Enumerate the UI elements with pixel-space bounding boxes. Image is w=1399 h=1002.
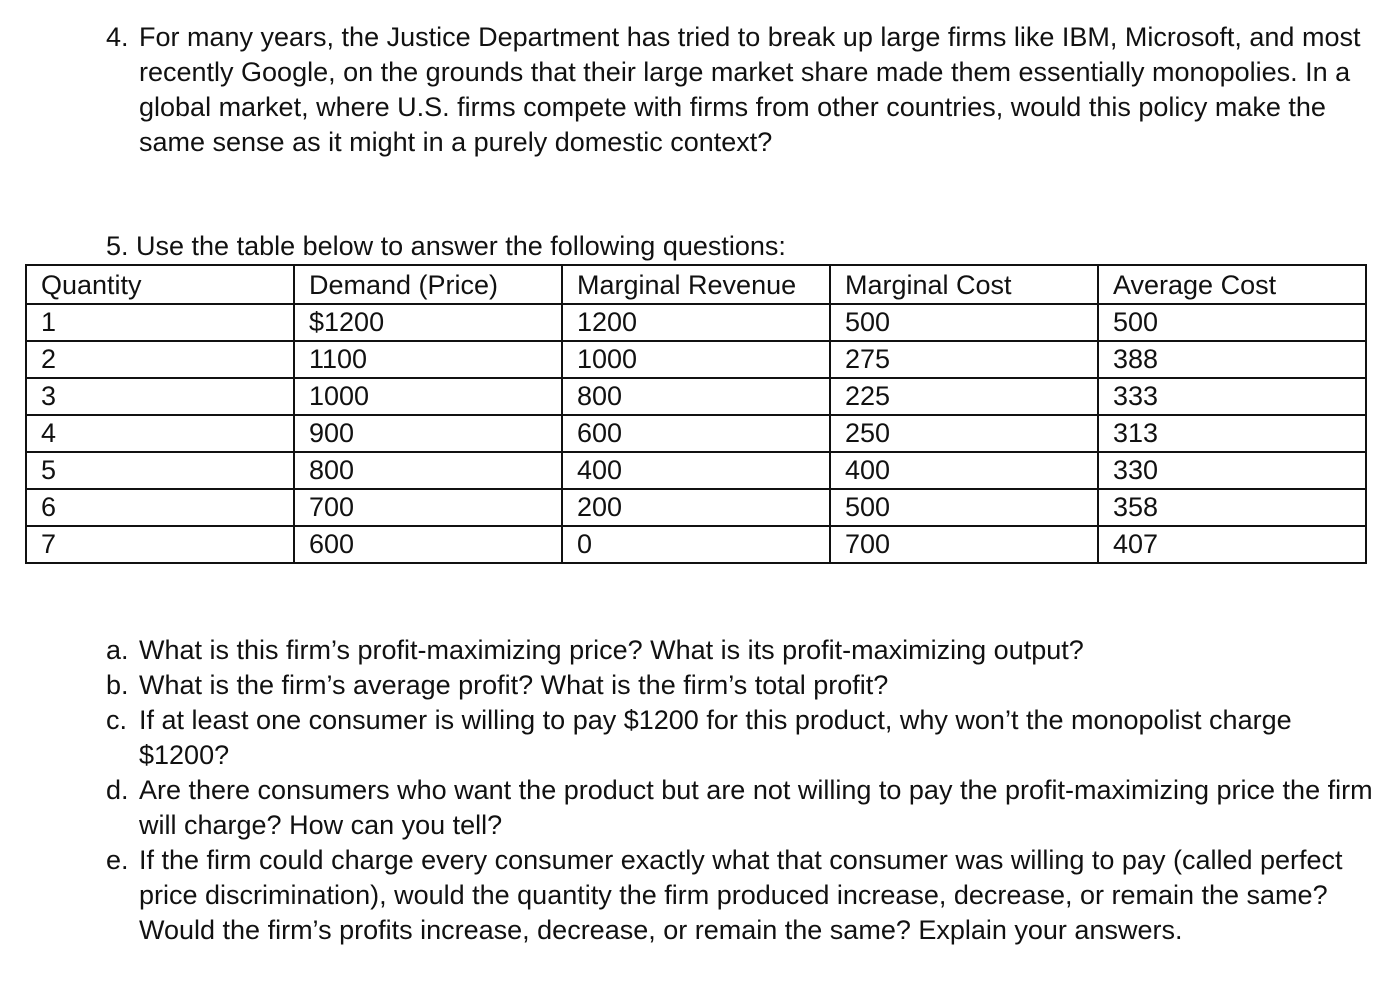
subquestion-text: What is this firm’s profit-maximizing price? What is its profit-maximizing output? [139, 635, 1084, 665]
table-cell: 333 [1098, 378, 1366, 415]
table-cell: 600 [562, 415, 830, 452]
table-cell: 5 [26, 452, 294, 489]
table-cell: 4 [26, 415, 294, 452]
table-cell: 330 [1098, 452, 1366, 489]
table-cell: 800 [562, 378, 830, 415]
table-cell: 800 [294, 452, 562, 489]
table-cell: 1 [26, 304, 294, 341]
table-cell: 1100 [294, 341, 562, 378]
question-5-intro: 5. Use the table below to answer the following questions: [106, 231, 786, 261]
table-cell: 0 [562, 526, 830, 563]
table-cell: 358 [1098, 489, 1366, 526]
table-cell: 2 [26, 341, 294, 378]
table-row [26, 304, 1366, 341]
subquestion-e [106, 843, 1376, 948]
table-cell: 200 [562, 489, 830, 526]
table-cell: 700 [294, 489, 562, 526]
table-row [26, 452, 1366, 489]
table-cell: 400 [562, 452, 830, 489]
table-cell: 1000 [562, 341, 830, 378]
table-cell: 313 [1098, 415, 1366, 452]
table-cell: $1200 [294, 304, 562, 341]
subquestion-text: If the firm could charge every consumer exactly what that consumer was willing to pay (called perfect price discrimination), would the quantity the firm produced increase, decrease, or remain the same? Would the firm’s profits increase, decrease, or remain the same? Explain your answers. [139, 845, 1343, 945]
table-cell: 400 [830, 452, 1098, 489]
table-cell: 407 [1098, 526, 1366, 563]
header-demand-price: Demand (Price) [294, 265, 562, 304]
table-row [26, 489, 1366, 526]
table-cell: 7 [26, 526, 294, 563]
table-cell: 1200 [562, 304, 830, 341]
table-cell: 225 [830, 378, 1098, 415]
table-row [26, 415, 1366, 452]
table-cell: 500 [1098, 304, 1366, 341]
table-row [26, 378, 1366, 415]
question-4-item [106, 20, 1386, 160]
subquestion-label: c. [106, 705, 128, 735]
question-4-number: 4. [106, 22, 129, 52]
table-cell: 6 [26, 489, 294, 526]
question-4-text: For many years, the Justice Department has tried to break up large firms like IBM, Microsoft, and most recently Google, on the grounds that their large market share made them essentially monopolies. In a global market, where U.S. firms compete with firms from other countries, would this policy make the same sense as it might in a purely domestic context? [139, 22, 1361, 157]
subquestion-text: If at least one consumer is willing to pay $1200 for this product, why won’t the monopolist charge $1200? [139, 705, 1292, 770]
question-5-subquestions [106, 633, 1376, 948]
table-cell: 250 [830, 415, 1098, 452]
table-cell: 388 [1098, 341, 1366, 378]
table-cell: 600 [294, 526, 562, 563]
subquestion-label: a. [106, 635, 129, 665]
table-row [26, 341, 1366, 378]
subquestion-a [106, 633, 1376, 668]
table-cell: 1000 [294, 378, 562, 415]
subquestion-b [106, 668, 1376, 703]
table-cell: 500 [830, 304, 1098, 341]
header-average-cost: Average Cost [1098, 265, 1366, 304]
header-marginal-cost: Marginal Cost [830, 265, 1098, 304]
subquestion-label: d. [106, 775, 129, 805]
table-header-row [26, 265, 1366, 304]
table-cell: 900 [294, 415, 562, 452]
table-cell: 500 [830, 489, 1098, 526]
cost-revenue-table [25, 264, 1367, 564]
subquestion-c [106, 703, 1376, 773]
subquestion-label: e. [106, 845, 129, 875]
subquestion-label: b. [106, 670, 129, 700]
table-row [26, 526, 1366, 563]
header-marginal-revenue: Marginal Revenue [562, 265, 830, 304]
subquestion-text: What is the firm’s average profit? What is the firm’s total profit? [139, 670, 889, 700]
table-cell: 3 [26, 378, 294, 415]
subquestion-d [106, 773, 1376, 843]
table-cell: 275 [830, 341, 1098, 378]
header-quantity: Quantity [26, 265, 294, 304]
table-cell: 700 [830, 526, 1098, 563]
subquestion-text: Are there consumers who want the product but are not willing to pay the profit-maximizing price the firm will charge? How can you tell? [139, 775, 1373, 840]
question-4 [106, 20, 1386, 160]
